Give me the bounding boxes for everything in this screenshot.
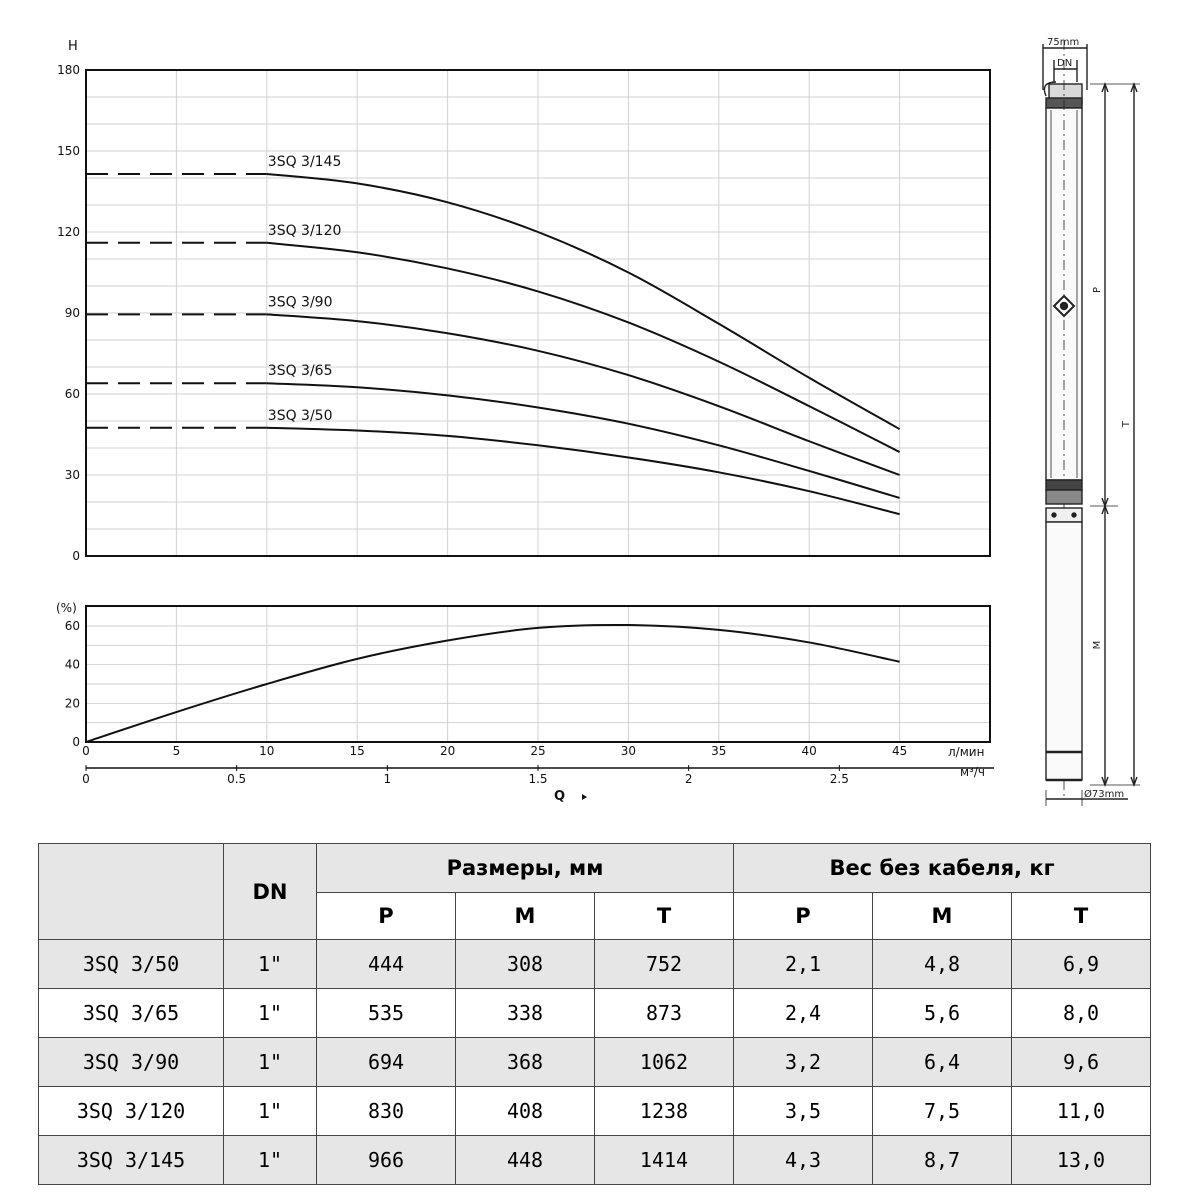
- top-width-label: 75mm: [1047, 37, 1080, 48]
- x2-tick-label: 2.5: [829, 772, 849, 786]
- y-tick-label: 0: [72, 549, 80, 563]
- dim-m-cell: 448: [456, 1136, 595, 1185]
- dim-m-cell: 338: [456, 989, 595, 1038]
- dim-t-cell: 1414: [595, 1136, 734, 1185]
- sub-header-m: M: [456, 893, 595, 940]
- dn-label: DN: [1057, 58, 1073, 69]
- y-tick-label: 40: [64, 657, 80, 672]
- weight-t-cell: 8,0: [1012, 989, 1151, 1038]
- weight-p-cell: 2,4: [734, 989, 873, 1038]
- weight-p-cell: 2,1: [734, 940, 873, 989]
- x-tick-label: 35: [711, 744, 727, 758]
- y-tick-label: 180: [57, 63, 80, 77]
- x-tick-label: 15: [349, 744, 365, 758]
- series-label: 3SQ 3/145: [267, 153, 342, 170]
- model-cell: 3SQ 3/145: [39, 1136, 224, 1185]
- table-row: [39, 989, 1151, 1038]
- x-tick-label: 5: [172, 744, 181, 758]
- weight-m-cell: 4,8: [873, 940, 1012, 989]
- pump-body: [1043, 40, 1140, 806]
- x-unit-label: л/мин: [948, 745, 985, 759]
- efficiency-axis-label: (%): [56, 601, 77, 615]
- dn-cell: 1": [224, 940, 317, 989]
- pump-motor: [1046, 522, 1082, 780]
- pump-outlet: [1049, 84, 1082, 104]
- weight-p-cell: 4,3: [734, 1136, 873, 1185]
- sub-header-m: M: [873, 893, 1012, 940]
- p-label: P: [1092, 286, 1103, 294]
- dim-m-cell: 408: [456, 1087, 595, 1136]
- dn-header: DN: [224, 844, 317, 940]
- table-row: [39, 1136, 1151, 1185]
- x2-tick-label: 0: [82, 772, 90, 786]
- series-curve: [267, 428, 900, 514]
- y-tick-label: 0: [72, 735, 80, 749]
- head-axis-label: H: [68, 39, 78, 54]
- dim-p-cell: 535: [317, 989, 456, 1038]
- efficiency-curve: [86, 625, 900, 742]
- dim-p-cell: 966: [317, 1136, 456, 1185]
- spec-table: [38, 843, 1151, 1185]
- dn-cell: 1": [224, 1136, 317, 1185]
- x-tick-label: 20: [439, 744, 456, 758]
- x2-tick-label: 1.5: [528, 772, 548, 786]
- x-tick-label: 45: [891, 744, 908, 758]
- dim-p-cell: 694: [317, 1038, 456, 1087]
- x-axis-title: Q: [554, 789, 566, 804]
- weight-m-cell: 8,7: [873, 1136, 1012, 1185]
- weight-t-cell: 13,0: [1012, 1136, 1151, 1185]
- pump-tube: [1046, 108, 1082, 480]
- x-tick-label: 25: [530, 744, 546, 758]
- y-tick-label: 120: [57, 225, 80, 239]
- dim-t-cell: 1238: [595, 1087, 734, 1136]
- weight-p-cell: 3,2: [734, 1038, 873, 1087]
- weight-m-cell: 7,5: [873, 1087, 1012, 1136]
- weight-p-cell: 3,5: [734, 1087, 873, 1136]
- dim-t-cell: 752: [595, 940, 734, 989]
- dn-cell: 1": [224, 1038, 317, 1087]
- pump-inlet-screen: [1046, 490, 1082, 504]
- dim-p-cell: 830: [317, 1087, 456, 1136]
- dn-cell: 1": [224, 989, 317, 1038]
- dim-p-cell: 444: [317, 940, 456, 989]
- y-tick-label: 30: [64, 468, 80, 482]
- x-tick-label: 30: [620, 744, 637, 758]
- model-cell: 3SQ 3/90: [39, 1038, 224, 1087]
- series-curve: [267, 174, 900, 429]
- dim-m-cell: 308: [456, 940, 595, 989]
- y-tick-label: 60: [64, 619, 80, 633]
- x-tick-label: 0: [82, 744, 90, 758]
- y-tick-label: 90: [64, 306, 80, 320]
- series-label: 3SQ 3/120: [267, 222, 342, 239]
- sub-header-t: T: [1012, 893, 1151, 940]
- dim-m-cell: 368: [456, 1038, 595, 1087]
- weight-m-cell: 5,6: [873, 989, 1012, 1038]
- pump-inlet-band: [1046, 480, 1082, 490]
- table-row: [39, 940, 1151, 989]
- series-label: 3SQ 3/65: [267, 363, 333, 380]
- t-label: T: [1121, 420, 1132, 428]
- diameter-label: Ø73mm: [1084, 789, 1125, 800]
- brand-logo: [1054, 296, 1074, 316]
- weight-t-cell: 11,0: [1012, 1087, 1151, 1136]
- sub-header-p: P: [317, 893, 456, 940]
- weight-t-cell: 9,6: [1012, 1038, 1151, 1087]
- weight-header: Вес без кабеля, кг: [734, 844, 1151, 893]
- x-tick-label: 10: [259, 744, 275, 758]
- corner-cell: [39, 844, 224, 940]
- dim-t-cell: 873: [595, 989, 734, 1038]
- x2-tick-label: 1: [383, 772, 392, 786]
- m-label: M: [1092, 640, 1103, 650]
- x2-tick-label: 2: [684, 772, 693, 786]
- weight-t-cell: 6,9: [1012, 940, 1151, 989]
- series-label: 3SQ 3/90: [267, 294, 333, 311]
- pump-head-band: [1046, 98, 1082, 108]
- series-label: 3SQ 3/50: [267, 407, 333, 424]
- y-tick-label: 20: [64, 696, 80, 711]
- table-row: [39, 1087, 1151, 1136]
- model-cell: 3SQ 3/50: [39, 940, 224, 989]
- y-tick-label: 150: [57, 144, 80, 158]
- dimensions-header: Размеры, мм: [317, 844, 734, 893]
- x2-tick-label: 0.5: [227, 772, 247, 786]
- pump-coupling: [1046, 508, 1082, 522]
- table-row: [39, 1038, 1151, 1087]
- model-cell: 3SQ 3/65: [39, 989, 224, 1038]
- sub-header-p: P: [734, 893, 873, 940]
- y-tick-label: 60: [64, 387, 80, 401]
- x-axis-arrow-icon: [582, 794, 587, 800]
- model-cell: 3SQ 3/120: [39, 1087, 224, 1136]
- x-tick-label: 40: [801, 744, 817, 758]
- dn-cell: 1": [224, 1087, 317, 1136]
- weight-m-cell: 6,4: [873, 1038, 1012, 1087]
- x2-unit-label: м³/ч: [960, 765, 985, 779]
- sub-header-t: T: [595, 893, 734, 940]
- dim-t-cell: 1062: [595, 1038, 734, 1087]
